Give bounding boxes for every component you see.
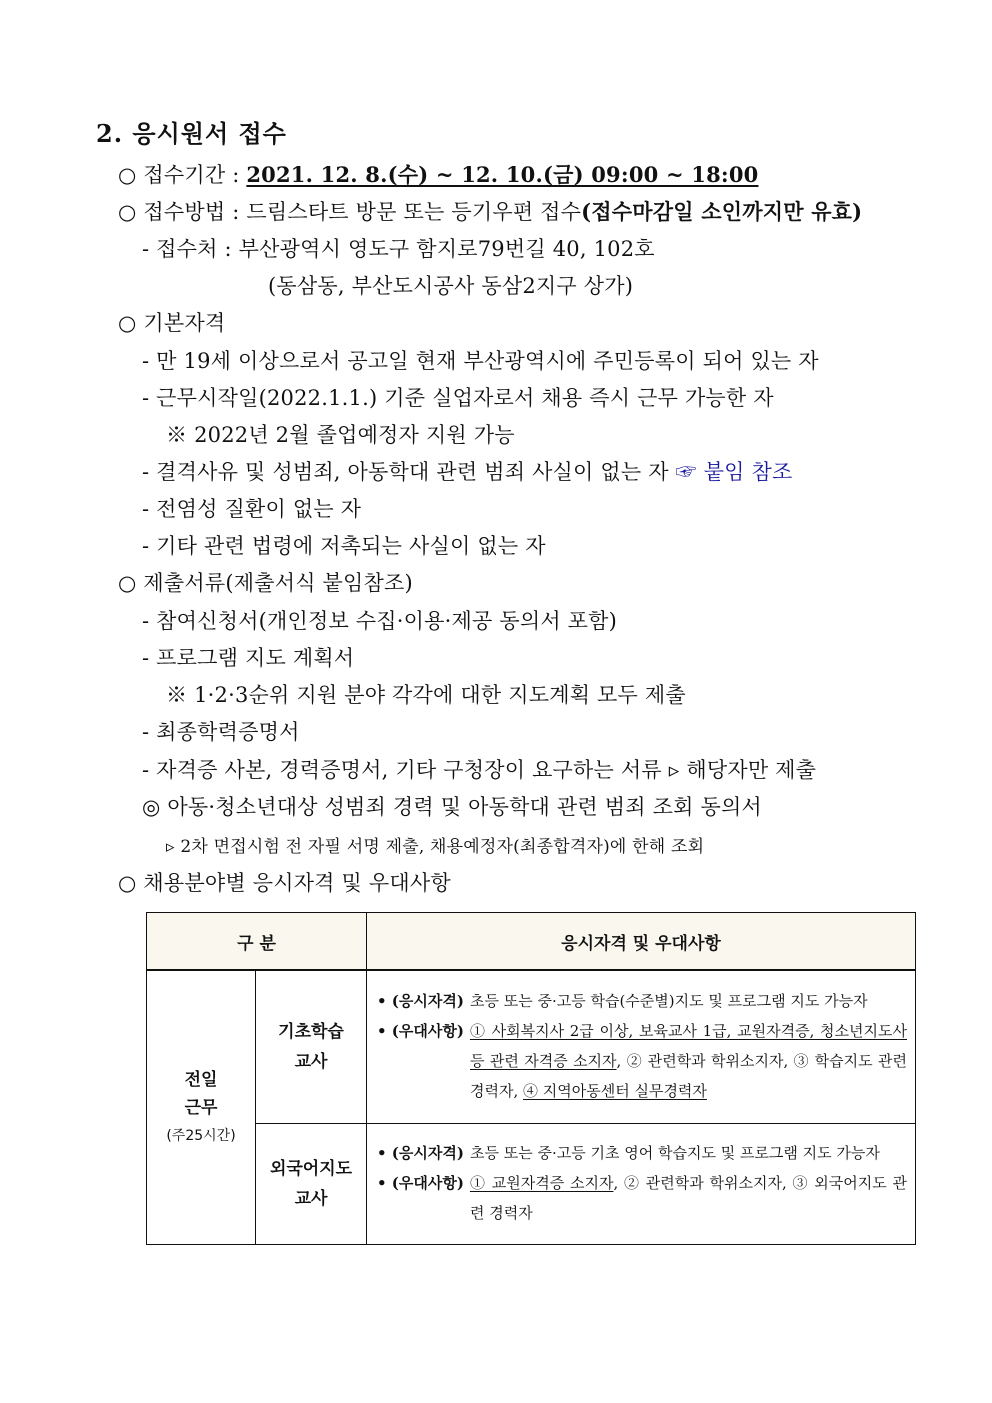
detail-cell (367, 971, 916, 1124)
preference-text-a: ① 사회복지사 2급 이상, 보육교사 1급, 교원자격증, 청소년지도사 등 관련 자격증 소지자 (469, 1022, 907, 1070)
preference-text (470, 1016, 907, 1106)
detail-cell (367, 1124, 916, 1245)
preference-item (377, 1168, 907, 1228)
method-note: (접수마감일 소인까지만 유효) (581, 199, 863, 224)
preference-text-a: ① 교원자격증 소지자 (469, 1174, 614, 1192)
basic-item-1: - 만 19세 이상으로서 공고일 현재 부산광역시에 주민등록이 되어 있는 자 (142, 349, 819, 373)
docs-item-3: - 최종학력증명서 (142, 720, 300, 744)
qualification-text: 초등 또는 중·고등 기초 영어 학습지도 및 프로그램 지도 가능자 (469, 1144, 880, 1162)
basic-note-1: ※ 2022년 2월 졸업예정자 지원 가능 (166, 423, 515, 447)
docs-note-1: ※ 1·2·3순위 지원 분야 각각에 대한 지도계획 모두 제출 (166, 683, 686, 707)
section-title: 2. 응시원서 접수 (96, 119, 287, 148)
role-cell (256, 1124, 367, 1245)
qualification-item (377, 1138, 907, 1168)
docs-consent: ◎ 아동·청소년대상 성범죄 경력 및 아동학대 관련 범죄 조회 동의서 (142, 795, 762, 819)
qualification-label: • (응시자격) (377, 1144, 464, 1162)
docs-consent-note: ▹ 2차 면접시험 전 자필 서명 제출, 채용예정자(최종합격자)에 한해 조회 (166, 837, 705, 857)
group-label-2: 근무 (184, 1097, 218, 1118)
role-cell (256, 971, 367, 1124)
period-line (118, 160, 758, 190)
period-label: ○ 접수기간 : (118, 163, 247, 187)
field-title: ○ 채용분야별 응시자격 및 우대사항 (118, 871, 451, 895)
basic-item-2: - 근무시작일(2022.1.1.) 기준 실업자로서 채용 즉시 근무 가능한 자 (142, 386, 774, 410)
table-row (147, 971, 916, 1124)
place-line-2: (동삼동, 부산도시공사 동삼2지구 상가) (268, 274, 634, 298)
role-name-2: 교사 (294, 1189, 328, 1209)
method-line (118, 197, 862, 227)
header-category: 구 분 (147, 913, 367, 970)
preference-text-c: ④ 지역아동센터 실무경력자 (522, 1082, 707, 1100)
basic-item-5: - 기타 관련 법령에 저촉되는 사실이 없는 자 (142, 534, 546, 558)
basic-item-4: - 전염성 질환이 없는 자 (142, 497, 362, 521)
header-detail: 응시자격 및 우대사항 (367, 913, 916, 970)
basic-ref-link[interactable]: ☞ 붙임 참조 (675, 460, 793, 484)
preference-item (377, 1016, 907, 1106)
role-name-1: 기초학습 (278, 1022, 344, 1042)
qualification-label: • (응시자격) (377, 992, 464, 1010)
place-line-1: - 접수처 : 부산광역시 영도구 함지로79번길 40, 102호 (142, 237, 655, 261)
group-cell (147, 971, 256, 1245)
role-name-2: 교사 (294, 1052, 328, 1072)
group-label-1: 전일 (184, 1069, 218, 1090)
preference-text (470, 1168, 907, 1228)
docs-item-4: - 자격증 사본, 경력증명서, 기타 구청장이 요구하는 서류 ▹ 해당자만 제출 (142, 758, 817, 782)
preference-text-b: , ② 관련학과 학위소지자, ③ 외국어지도 관련 경력자 (469, 1174, 907, 1222)
preference-label: • (우대사항) (377, 1174, 464, 1192)
role-name-1: 외국어지도 (269, 1159, 353, 1179)
table-header-row (147, 913, 916, 970)
preference-text-b: , ② 관련학과 학위소지자, ③ 학습지도 관련 경력자, (469, 1052, 907, 1100)
qualification-table (146, 912, 916, 1245)
docs-item-2: - 프로그램 지도 계획서 (142, 646, 355, 670)
docs-item-1: - 참여신청서(개인정보 수집·이용·제공 동의서 포함) (142, 609, 618, 633)
period-value: 2021. 12. 8.(수) ~ 12. 10.(금) 09:00 ~ 18:00 (246, 162, 759, 187)
basic-title: ○ 기본자격 (118, 311, 226, 335)
method-label: ○ 접수방법 : 드림스타트 방문 또는 등기우편 접수 (118, 200, 582, 224)
basic-item-3: - 결격사유 및 성범죄, 아동학대 관련 범죄 사실이 없는 자 (142, 460, 676, 484)
group-hours: (주25시간) (166, 1127, 236, 1144)
basic-item-3-line (142, 457, 793, 487)
qualification-item (377, 986, 907, 1016)
preference-label: • (우대사항) (377, 1022, 464, 1040)
qualification-text: 초등 또는 중·고등 학습(수준별)지도 및 프로그램 지도 가능자 (469, 992, 868, 1010)
table-row (147, 1124, 916, 1245)
docs-title: ○ 제출서류(제출서식 붙임참조) (118, 571, 413, 595)
